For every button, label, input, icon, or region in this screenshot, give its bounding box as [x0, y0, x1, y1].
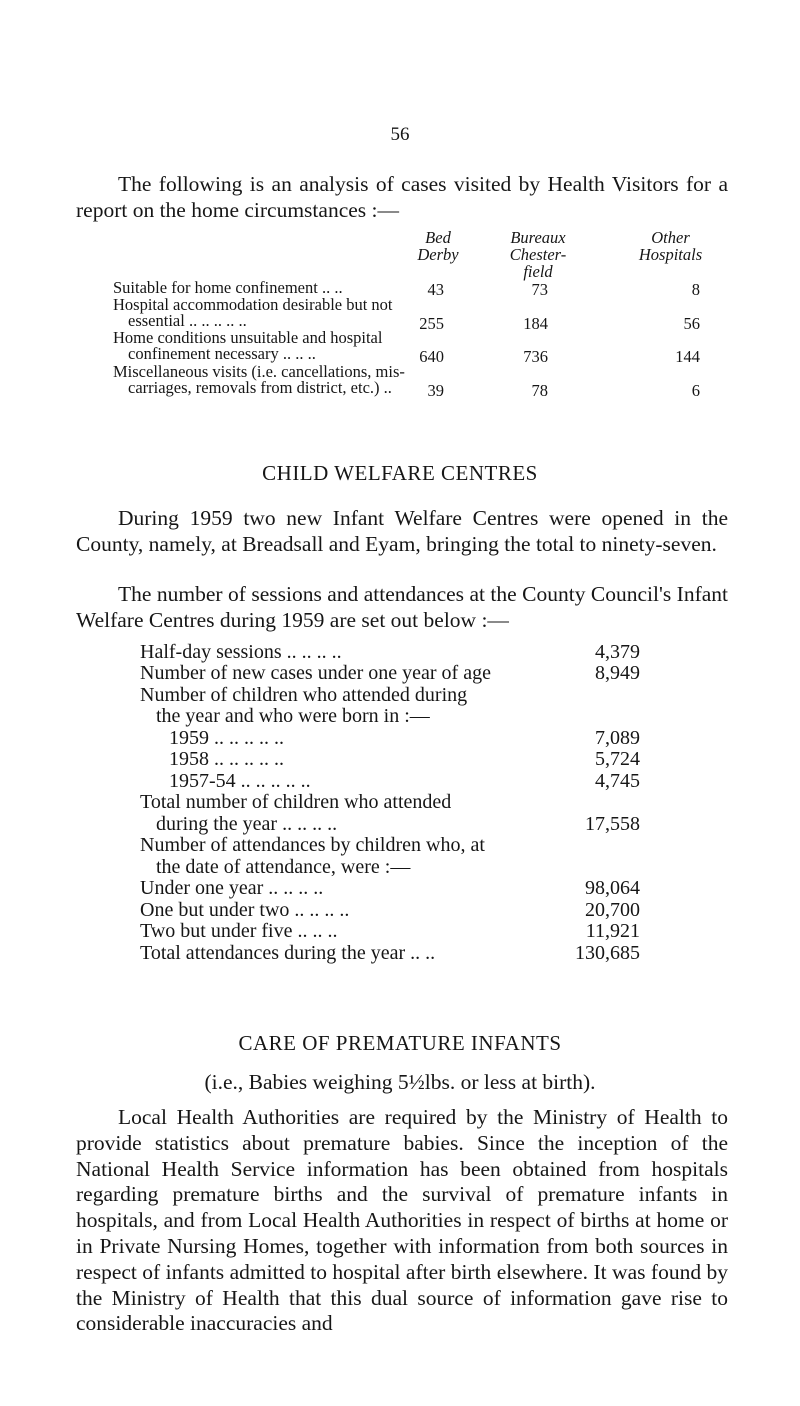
intro-paragraph: The following is an analysis of cases visited by Health Visitors for a report on the home circumstances :— [76, 172, 728, 222]
column-header-other-hospitals: Other Hospitals [638, 228, 703, 264]
page-number: 56 [390, 124, 410, 145]
premature-paragraph: Local Health Authorities are required by the Ministry of Health to provide statistics about premature babies. Since the inception of the National Health Service information has been obtained from hospitals regarding premature births and the survival of premature infants in hospitals, and from Local Health Authorities in respect of births at home or in Private Nursing Homes, together with information from both sources in respect of infants admitted to hospital after birth elsewhere. It was found by the Ministry of Health that this dual source of information gave rise to considerable inaccuracies and [76, 1105, 728, 1336]
welfare-paragraph-1: During 1959 two new Infant Welfare Centres were opened in the County, namely, at Breadsall and Eyam, bringing the total to ninety-seven. [76, 506, 728, 556]
document-page: 56 The following is an analysis of cases visited by Health Visitors for a report on the home circumstances :— Bed Derby Bureaux Chester- field Other Hospitals Suitable for home confinement .. .. 43 73 8 Hospital accommodation desirable but not essential .. .. .. .. .. 255 184 56 Home conditions unsuitable and hospital confinement necessary .. .. .. 640 736 144 Miscellaneous visits (i.e. cancellations, mis- carriages, removals from district, etc.) .. 39 78 6 CHILD WELFARE CENTRES During 1959 two new Infant Welfare Centres were opened in the County, namely, at Breadsall and Eyam, bringing the total to ninety-seven. The number of sessions and attendances at the County Council's Infant Welfare Centres during 1959 are set out below :— Half-day sessions .. .. .. .. 4,379 Number of new cases under one year of age 8,949 Number of children who attended during the year and who were born in :— 1959 .. .. .. .. .. 7,089 1958 .. .. .. .. .. 5,724 1957-54 .. .. .. .. .. 4,745 Total number of children who attended during the year .. .. .. .. 17,558 Number of attendances by children who, at the date of attendance, were :— Under one year .. .. .. .. 98,064 One but under two .. .. .. .. 20,700 Two but under five .. .. .. 11,921 Total attendances during the year .. .. 130,685 CARE OF PREMATURE INFANTS (i.e., Babies weighing 5½lbs. or less at birth). Local Health Authorities are required by the Ministry of Health to provide statistics about premature babies. Since the inception of the National Health Service information has been obtained from hospitals regarding premature births and the survival of premature infants in hospitals, and from Local Health Authorities in respect of births at home or in Private Nursing Homes, together with information from both sources in respect of infants admitted to hospital after birth elsewhere. It was found by the Ministry of Health that this dual source of information gave rise to considerable inaccuracies and [0, 0, 800, 1406]
heading-premature-infants: CARE OF PREMATURE INFANTS [238, 1031, 562, 1055]
heading-child-welfare: CHILD WELFARE CENTRES [262, 461, 538, 485]
column-header-chesterfield: Bureaux Chester- field [509, 228, 567, 281]
column-header-derby: Bed Derby [417, 228, 459, 264]
welfare-paragraph-2: The number of sessions and attendances at the County Council's Infant Welfare Centres during 1959 are set out below :— [76, 582, 728, 632]
premature-subheading: (i.e., Babies weighing 5½lbs. or less at birth). [204, 1070, 596, 1094]
